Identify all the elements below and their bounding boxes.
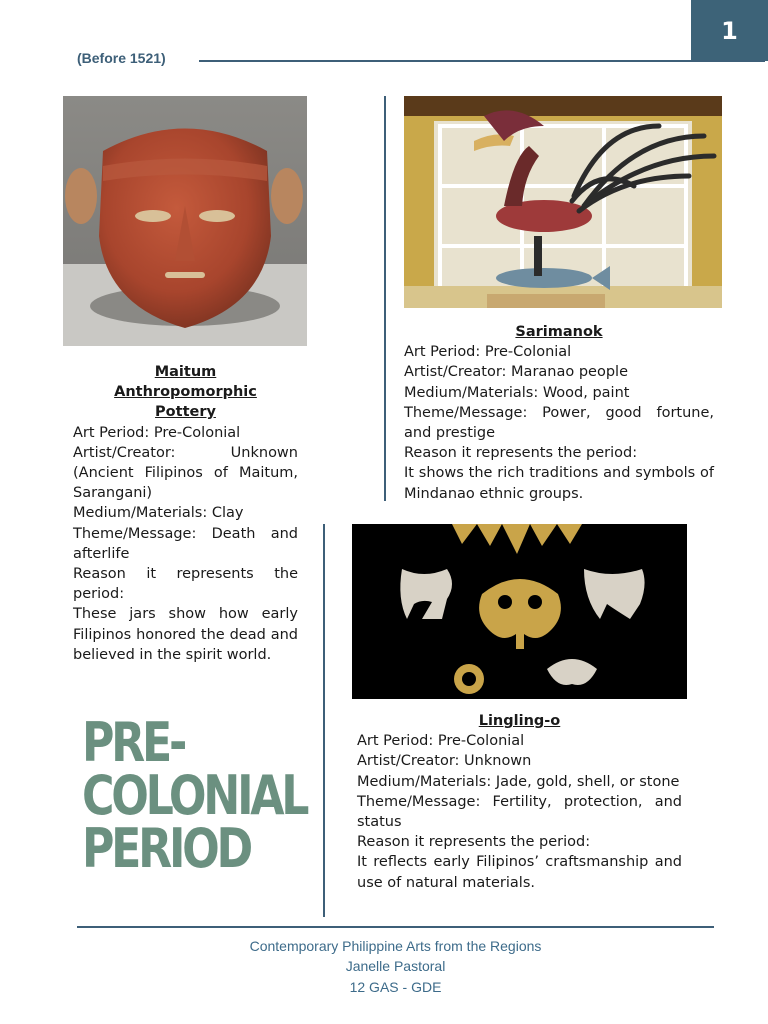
lingling-o-title: Lingling-o xyxy=(478,713,561,729)
lingling-o-reason-text: It reflects early Filipinos’ craftsmanship and use of natural materials. xyxy=(357,854,682,891)
lingling-o-theme: Theme/Message: Fertility, protection, and status xyxy=(357,793,682,831)
lingling-o-image xyxy=(352,524,687,699)
sarimanok-medium: Medium/Materials: Wood, paint xyxy=(404,384,630,401)
sarimanok-artist: Artist/Creator: Maranao people xyxy=(404,364,628,381)
section-title xyxy=(82,711,307,880)
sarimanok-title: Sarimanok xyxy=(515,324,603,340)
maitum-reason-label: Reason it represents the period: xyxy=(73,566,298,603)
maitum-art-period: Art Period: Pre-Colonial xyxy=(73,424,241,441)
section-title-line-3: PERIOD xyxy=(82,817,250,880)
page-number-badge: 1 xyxy=(691,0,768,61)
maitum-medium: Medium/Materials: Clay xyxy=(73,505,244,522)
sarimanok-reason-label: Reason it represents the period: xyxy=(404,445,638,462)
footer-course: Contemporary Philippine Arts from the Regions xyxy=(249,938,542,954)
column-divider-top xyxy=(384,96,386,501)
sarimanok-image xyxy=(404,96,722,308)
lingling-o-medium: Medium/Materials: Jade, gold, shell, or stone xyxy=(357,773,680,790)
header-rule xyxy=(199,60,765,62)
lingling-o-caption xyxy=(357,711,682,893)
section-title-line-2: COLONIAL xyxy=(82,764,307,827)
era-label: (Before 1521) xyxy=(77,50,166,66)
maitum-reason-text: These jars show how early Filipinos honored the dead and believed in the spirit world. xyxy=(73,606,298,663)
footer-section: 12 GAS - GDE xyxy=(349,978,442,995)
sarimanok-caption xyxy=(404,322,714,504)
maitum-pottery-image xyxy=(63,96,307,346)
sarimanok-art-period: Art Period: Pre-Colonial xyxy=(404,344,572,361)
sarimanok-theme: Theme/Message: Power, good fortune, and prestige xyxy=(404,404,714,442)
section-title-line-1: PRE- xyxy=(82,711,185,774)
maitum-theme: Theme/Message: Death and afterlife xyxy=(73,525,298,562)
maitum-caption xyxy=(73,362,298,665)
lingling-o-artist: Artist/Creator: Unknown xyxy=(357,753,532,770)
maitum-artist: Artist/Creator: Unknown (Ancient Filipinos of Maitum, Sarangani) xyxy=(73,444,298,502)
footer xyxy=(77,936,714,997)
column-divider-bottom xyxy=(323,524,325,917)
footer-rule xyxy=(77,926,714,928)
lingling-o-reason-label: Reason it represents the period: xyxy=(357,834,591,851)
maitum-title: Maitum Anthropomorphic Pottery xyxy=(114,364,257,421)
sarimanok-reason-text: It shows the rich traditions and symbols of Mindanao ethnic groups. xyxy=(404,465,714,502)
lingling-o-art-period: Art Period: Pre-Colonial xyxy=(357,733,525,750)
footer-author: Janelle Pastoral xyxy=(345,958,446,975)
